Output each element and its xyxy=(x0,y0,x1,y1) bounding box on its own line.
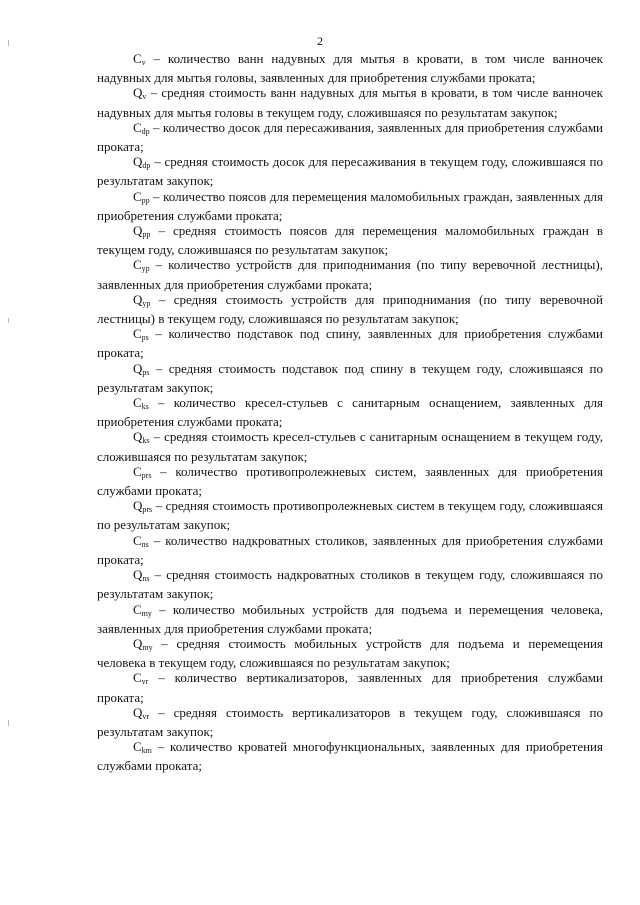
definition-text: – количество кресел-стульев с санитарным оснащением, заявленных для приобретения службами проката; xyxy=(97,395,603,430)
definition-text: – средняя стоимость вертикализаторов в текущем году, сложившаяся по результатам закупок; xyxy=(97,704,603,739)
definition-entry xyxy=(97,602,603,636)
variable-symbol: $Q_{yp}$ xyxy=(133,291,151,308)
definition-text: – количество подставок под спину, заявленных для приобретения службами проката; xyxy=(97,326,603,361)
definition-entry xyxy=(97,670,603,704)
variable-symbol: $Q_{pp}$ xyxy=(133,223,151,240)
definition-entry xyxy=(97,464,603,498)
definition-entry xyxy=(97,498,603,532)
definition-entry xyxy=(97,120,603,154)
definition-entry xyxy=(97,257,603,291)
definition-text: – средняя стоимость досок для пересаживания в текущем году, сложившаяся по результатам закупок; xyxy=(97,154,603,189)
definition-entry xyxy=(97,567,603,601)
definition-text: – количество поясов для перемещения маломобильных граждан, заявленных для приобретения службами проката; xyxy=(97,188,603,223)
definition-text: – количество надкроватных столиков, заявленных для приобретения службами проката; xyxy=(97,532,603,567)
definition-text: – количество устройств для приподнимания (по типу веревочной лестницы), заявленных для приобретения службами проката; xyxy=(97,257,603,292)
scan-margin-mark xyxy=(8,318,9,323)
variable-symbol: $C_{pp}$ xyxy=(133,188,150,205)
variable-symbol: $C_{ns}$ xyxy=(133,532,149,549)
definition-entry xyxy=(97,292,603,326)
page-number: 2 xyxy=(317,34,323,48)
definition-entry xyxy=(97,326,603,360)
definition-entry xyxy=(97,429,603,463)
definition-text: – средняя стоимость кресел-стульев с санитарным оснащением в текущем году, сложившаяся по результатам закупок; xyxy=(97,429,603,464)
variable-symbol: $C_{km}$ xyxy=(133,739,152,756)
definition-entry xyxy=(97,85,603,119)
variable-symbol: $Q_v$ xyxy=(133,85,147,102)
variable-symbol: $C_{prs}$ xyxy=(133,463,152,480)
variable-symbol: $Q_{my}$ xyxy=(133,635,153,652)
definition-text: – средняя стоимость мобильных устройств для подъема и перемещения человека в текущем году, сложившаяся по результатам закупок; xyxy=(97,635,603,671)
definitions-list xyxy=(97,51,603,774)
definition-text: – средняя стоимость устройств для приподнимания (по типу веревочной лестницы) в текущем году, сложившаяся по результатам закупок; xyxy=(97,291,603,327)
definition-entry xyxy=(97,154,603,188)
definition-text: – средняя стоимость противопролежневых систем в текущем году, сложившаяся по результатам закупок; xyxy=(97,498,603,533)
definition-text: – количество кроватей многофункциональных, заявленных для приобретения службами проката; xyxy=(97,739,603,774)
definition-text: – количество вертикализаторов, заявленных для приобретения службами проката; xyxy=(97,670,603,705)
variable-symbol: $Q_{prs}$ xyxy=(133,498,153,515)
definition-text: – количество ванн надувных для мытья в кровати, в том числе ванночек надувных для мытья головы, заявленных для приобретения службами проката; xyxy=(97,51,603,86)
variable-symbol: $C_{ks}$ xyxy=(133,395,149,412)
variable-symbol: $C_{my}$ xyxy=(133,601,152,618)
variable-symbol: $C_v$ xyxy=(133,51,146,67)
definition-entry xyxy=(97,361,603,395)
variable-symbol: $Q_{ps}$ xyxy=(133,360,150,377)
definition-text: – количество противопролежневых систем, заявленных для приобретения службами проката; xyxy=(97,463,603,499)
definition-text: – количество мобильных устройств для подъема и перемещения человека, заявленных для приобретения службами проката; xyxy=(97,601,603,636)
definition-text: – средняя стоимость подставок под спину в текущем году, сложившаяся по результатам закупок; xyxy=(97,360,603,395)
definition-text: – средняя стоимость надкроватных столиков в текущем году, сложившаяся по результатам закупок; xyxy=(97,567,603,602)
definition-entry xyxy=(97,533,603,567)
definition-text: – средняя стоимость ванн надувных для мытья в кровати, в том числе ванночек надувных для мытья головы в текущем году, сложившаяся по результатам закупок; xyxy=(97,85,603,120)
variable-symbol: $C_{yp}$ xyxy=(133,257,150,274)
variable-symbol: $Q_{vr}$ xyxy=(133,704,150,721)
variable-symbol: $Q_{ns}$ xyxy=(133,567,150,584)
variable-symbol: $Q_{ks}$ xyxy=(133,429,150,446)
variable-symbol: $C_{vr}$ xyxy=(133,670,149,687)
definition-entry xyxy=(97,636,603,670)
definition-entry xyxy=(97,395,603,429)
definition-entry xyxy=(97,189,603,223)
variable-symbol: $C_{ps}$ xyxy=(133,326,149,343)
definition-entry xyxy=(97,739,603,773)
definition-text: – количество досок для пересаживания, заявленных для приобретения службами проката; xyxy=(97,119,603,155)
definition-entry xyxy=(97,51,603,85)
definition-entry xyxy=(97,705,603,739)
variable-symbol: $Q_{dp}$ xyxy=(133,154,151,171)
definition-entry xyxy=(97,223,603,257)
definition-text: – средняя стоимость поясов для перемещения маломобильных граждан в текущем году, сложившаяся по результатам закупок; xyxy=(97,223,603,258)
variable-symbol: $C_{dp}$ xyxy=(133,119,150,136)
scan-margin-mark xyxy=(8,720,9,726)
